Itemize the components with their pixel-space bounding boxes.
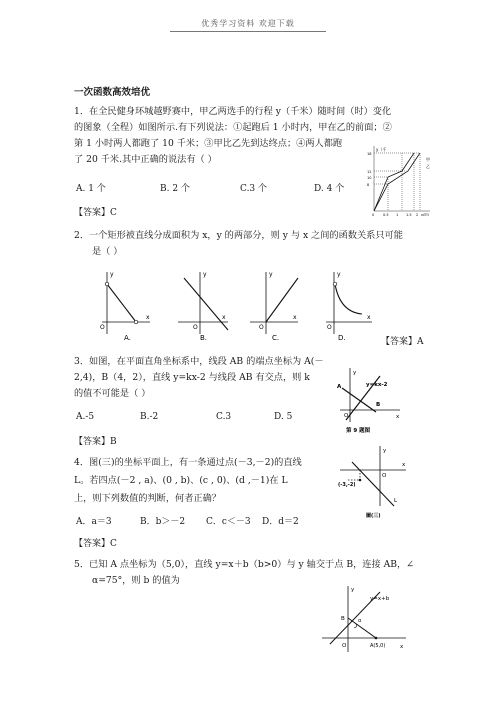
q1-ylabel: y（千 bbox=[376, 147, 387, 152]
q5-angle-arc bbox=[354, 624, 357, 628]
q1-xtick-1: 1 bbox=[396, 213, 399, 216]
q2-c-y-label: y bbox=[269, 271, 273, 278]
q1-line-yi bbox=[374, 153, 420, 211]
q4-option-b: B．b＞－2 bbox=[140, 517, 186, 527]
q1-ytick-18: 18 bbox=[367, 152, 372, 156]
q3-line-1: 3．如图，在平面直角坐标系中，线段 AB 的端点坐标为 A(－ bbox=[74, 356, 324, 367]
q2-d-x-label: x bbox=[367, 314, 371, 321]
q4-caption: 圖(三) bbox=[366, 513, 381, 519]
q2-d-origin: O bbox=[327, 324, 332, 331]
q1-line-1: 1．在全民健身环城越野赛中，甲乙两选手的行程 y（千米）随时间（时）变化 bbox=[74, 106, 392, 117]
q2-b-origin: O bbox=[193, 324, 198, 331]
q5-point-b-label: B bbox=[341, 616, 345, 622]
q3-x-label: x bbox=[396, 414, 400, 420]
q2-c-origin: O bbox=[259, 324, 264, 331]
q1-line-3: 第 1 小时两人都跑了 10 千米；③甲比乙先到达终点；④两人都跑 bbox=[74, 138, 343, 149]
q2-answer: 【答案】A bbox=[381, 337, 424, 347]
q3-y-label: y bbox=[353, 370, 357, 376]
q2-a-open-point-2 bbox=[134, 320, 138, 324]
q2-d-y-label: y bbox=[337, 271, 341, 278]
header-rule bbox=[170, 31, 326, 32]
q5-point-a bbox=[375, 637, 378, 640]
q3-segment-ab bbox=[342, 388, 376, 412]
q4-x-label: x bbox=[402, 462, 406, 468]
q2-graph-d-label: D. bbox=[338, 334, 346, 342]
q1-line-jia bbox=[374, 153, 414, 211]
q1-option-b: B. 2 个 bbox=[160, 184, 190, 194]
q2-a-y-label: y bbox=[110, 271, 114, 278]
q4-option-c: C．c＜－3 bbox=[206, 517, 251, 527]
q4-point bbox=[359, 479, 362, 482]
q1-legend-jia: 甲 bbox=[426, 157, 430, 162]
q4-line-label: L bbox=[394, 498, 398, 504]
q2-a-x-label: x bbox=[146, 314, 150, 321]
q1-xtick-0: 0 bbox=[372, 213, 375, 216]
q1-line-2: 的图象（全程）如图所示.有下列说法：①起跑后 1 小时内，甲在乙的前面；② bbox=[74, 122, 392, 133]
q5-point-a-label: A(5,0) bbox=[370, 643, 386, 649]
page-title: 一次函数高效培优 bbox=[74, 87, 151, 98]
q3-origin: O bbox=[344, 413, 349, 419]
q1-option-c: C.3 个 bbox=[240, 184, 268, 194]
q5-line-2: α=75°，则 b 的值为 bbox=[92, 575, 180, 586]
q3-line-3: 的值不可能是（ ） bbox=[74, 388, 151, 399]
q4-line-1: 4．图(三)的坐标平面上，有一条通过点(－3,－2)的直线 bbox=[74, 457, 302, 468]
q1-figure bbox=[364, 143, 434, 216]
q1-option-d: D. 4 个 bbox=[314, 184, 345, 194]
q2-d-curve bbox=[335, 284, 362, 314]
q2-graph-c-label: C. bbox=[272, 334, 280, 342]
q2-b-y-label: y bbox=[203, 271, 207, 278]
q3-answer: 【答案】B bbox=[74, 437, 117, 447]
page-header: 优秀学习资料 欢迎下载 bbox=[201, 19, 295, 28]
q5-y-label: y bbox=[351, 587, 355, 593]
q3-line-2: 2,4)，B（4，2），直线 y=kx-2 与线段 AB 有交点，则 k bbox=[74, 372, 310, 383]
q1-ytick-12: 12 bbox=[367, 170, 372, 174]
q4-line-3: 上，则下列数值的判断，何者正确？ bbox=[74, 493, 221, 504]
q5-figure bbox=[318, 582, 410, 658]
q3-option-a: A.-5 bbox=[76, 412, 95, 422]
q1-xtick-2: 2 bbox=[416, 213, 419, 216]
q3-option-c: C.3 bbox=[216, 412, 232, 422]
q2-d-open-point bbox=[333, 282, 337, 286]
q5-alpha-label: α bbox=[358, 618, 362, 624]
q3-option-d: D. 5 bbox=[274, 412, 293, 422]
q2-a-origin: O bbox=[100, 324, 105, 331]
q5-line-label: y=x+b bbox=[370, 596, 390, 602]
q3-figure bbox=[336, 366, 408, 440]
q1-xlabel: x(时) bbox=[421, 213, 430, 216]
q4-figure bbox=[336, 444, 410, 520]
q5-segment-ab bbox=[348, 618, 376, 638]
q1-answer: 【答案】C bbox=[74, 208, 117, 218]
q2-graph-a-label: A. bbox=[124, 334, 131, 342]
q4-y-label: y bbox=[383, 448, 387, 454]
q4-line-l bbox=[352, 462, 394, 506]
q1-ytick-10: 10 bbox=[367, 176, 372, 180]
q4-line-2: L。若四点(－2 , a)、(0 , b)、(c , 0)、(d ,－1)在 L bbox=[74, 475, 288, 486]
q3-point-a: A bbox=[337, 384, 342, 390]
q3-line-label: y=kx-2 bbox=[366, 382, 388, 388]
q2-line-1: 2．一个矩形被直线分成面积为 x，y 的两部分，则 y 与 x 之间的函数关系只可能 bbox=[74, 230, 403, 241]
q4-origin: O bbox=[382, 473, 387, 479]
q5-x-label: x bbox=[400, 644, 404, 650]
q2-graphs bbox=[90, 264, 390, 344]
q5-origin: O bbox=[342, 643, 347, 649]
q3-option-b: B.-2 bbox=[140, 412, 159, 422]
q2-a-line bbox=[107, 284, 136, 322]
q3-point-b: B bbox=[376, 402, 381, 408]
q4-option-a: A．a＝3 bbox=[76, 517, 112, 527]
q4-point-label: (-3,-2) bbox=[338, 482, 356, 488]
q5-line-1: 5．已知 A 点坐标为（5,0），直线 y=x＋b（b>0）与 y 轴交于点 B，连接 AB，∠ bbox=[74, 559, 414, 570]
q2-graph-b-label: B. bbox=[200, 334, 208, 342]
q2-line-2: 是（ ） bbox=[92, 246, 123, 257]
q1-option-a: A. 1 个 bbox=[76, 184, 106, 194]
q4-option-d: D．d＝2 bbox=[262, 517, 299, 527]
q2-a-open-point bbox=[105, 282, 109, 286]
q1-line-4: 了 20 千米.其中正确的说法有（ ） bbox=[74, 154, 217, 165]
q1-legend-yi: 乙 bbox=[426, 164, 430, 169]
q2-b-x-label: x bbox=[222, 314, 226, 321]
q3-caption: 第 9 题图 bbox=[346, 428, 371, 434]
q1-xtick-15: 1.5 bbox=[406, 213, 412, 216]
q2-c-x-label: x bbox=[293, 314, 297, 321]
q1-ytick-8: 8 bbox=[367, 183, 370, 187]
q1-xtick-05: 0.5 bbox=[383, 213, 389, 216]
q4-answer: 【答案】C bbox=[74, 539, 117, 549]
